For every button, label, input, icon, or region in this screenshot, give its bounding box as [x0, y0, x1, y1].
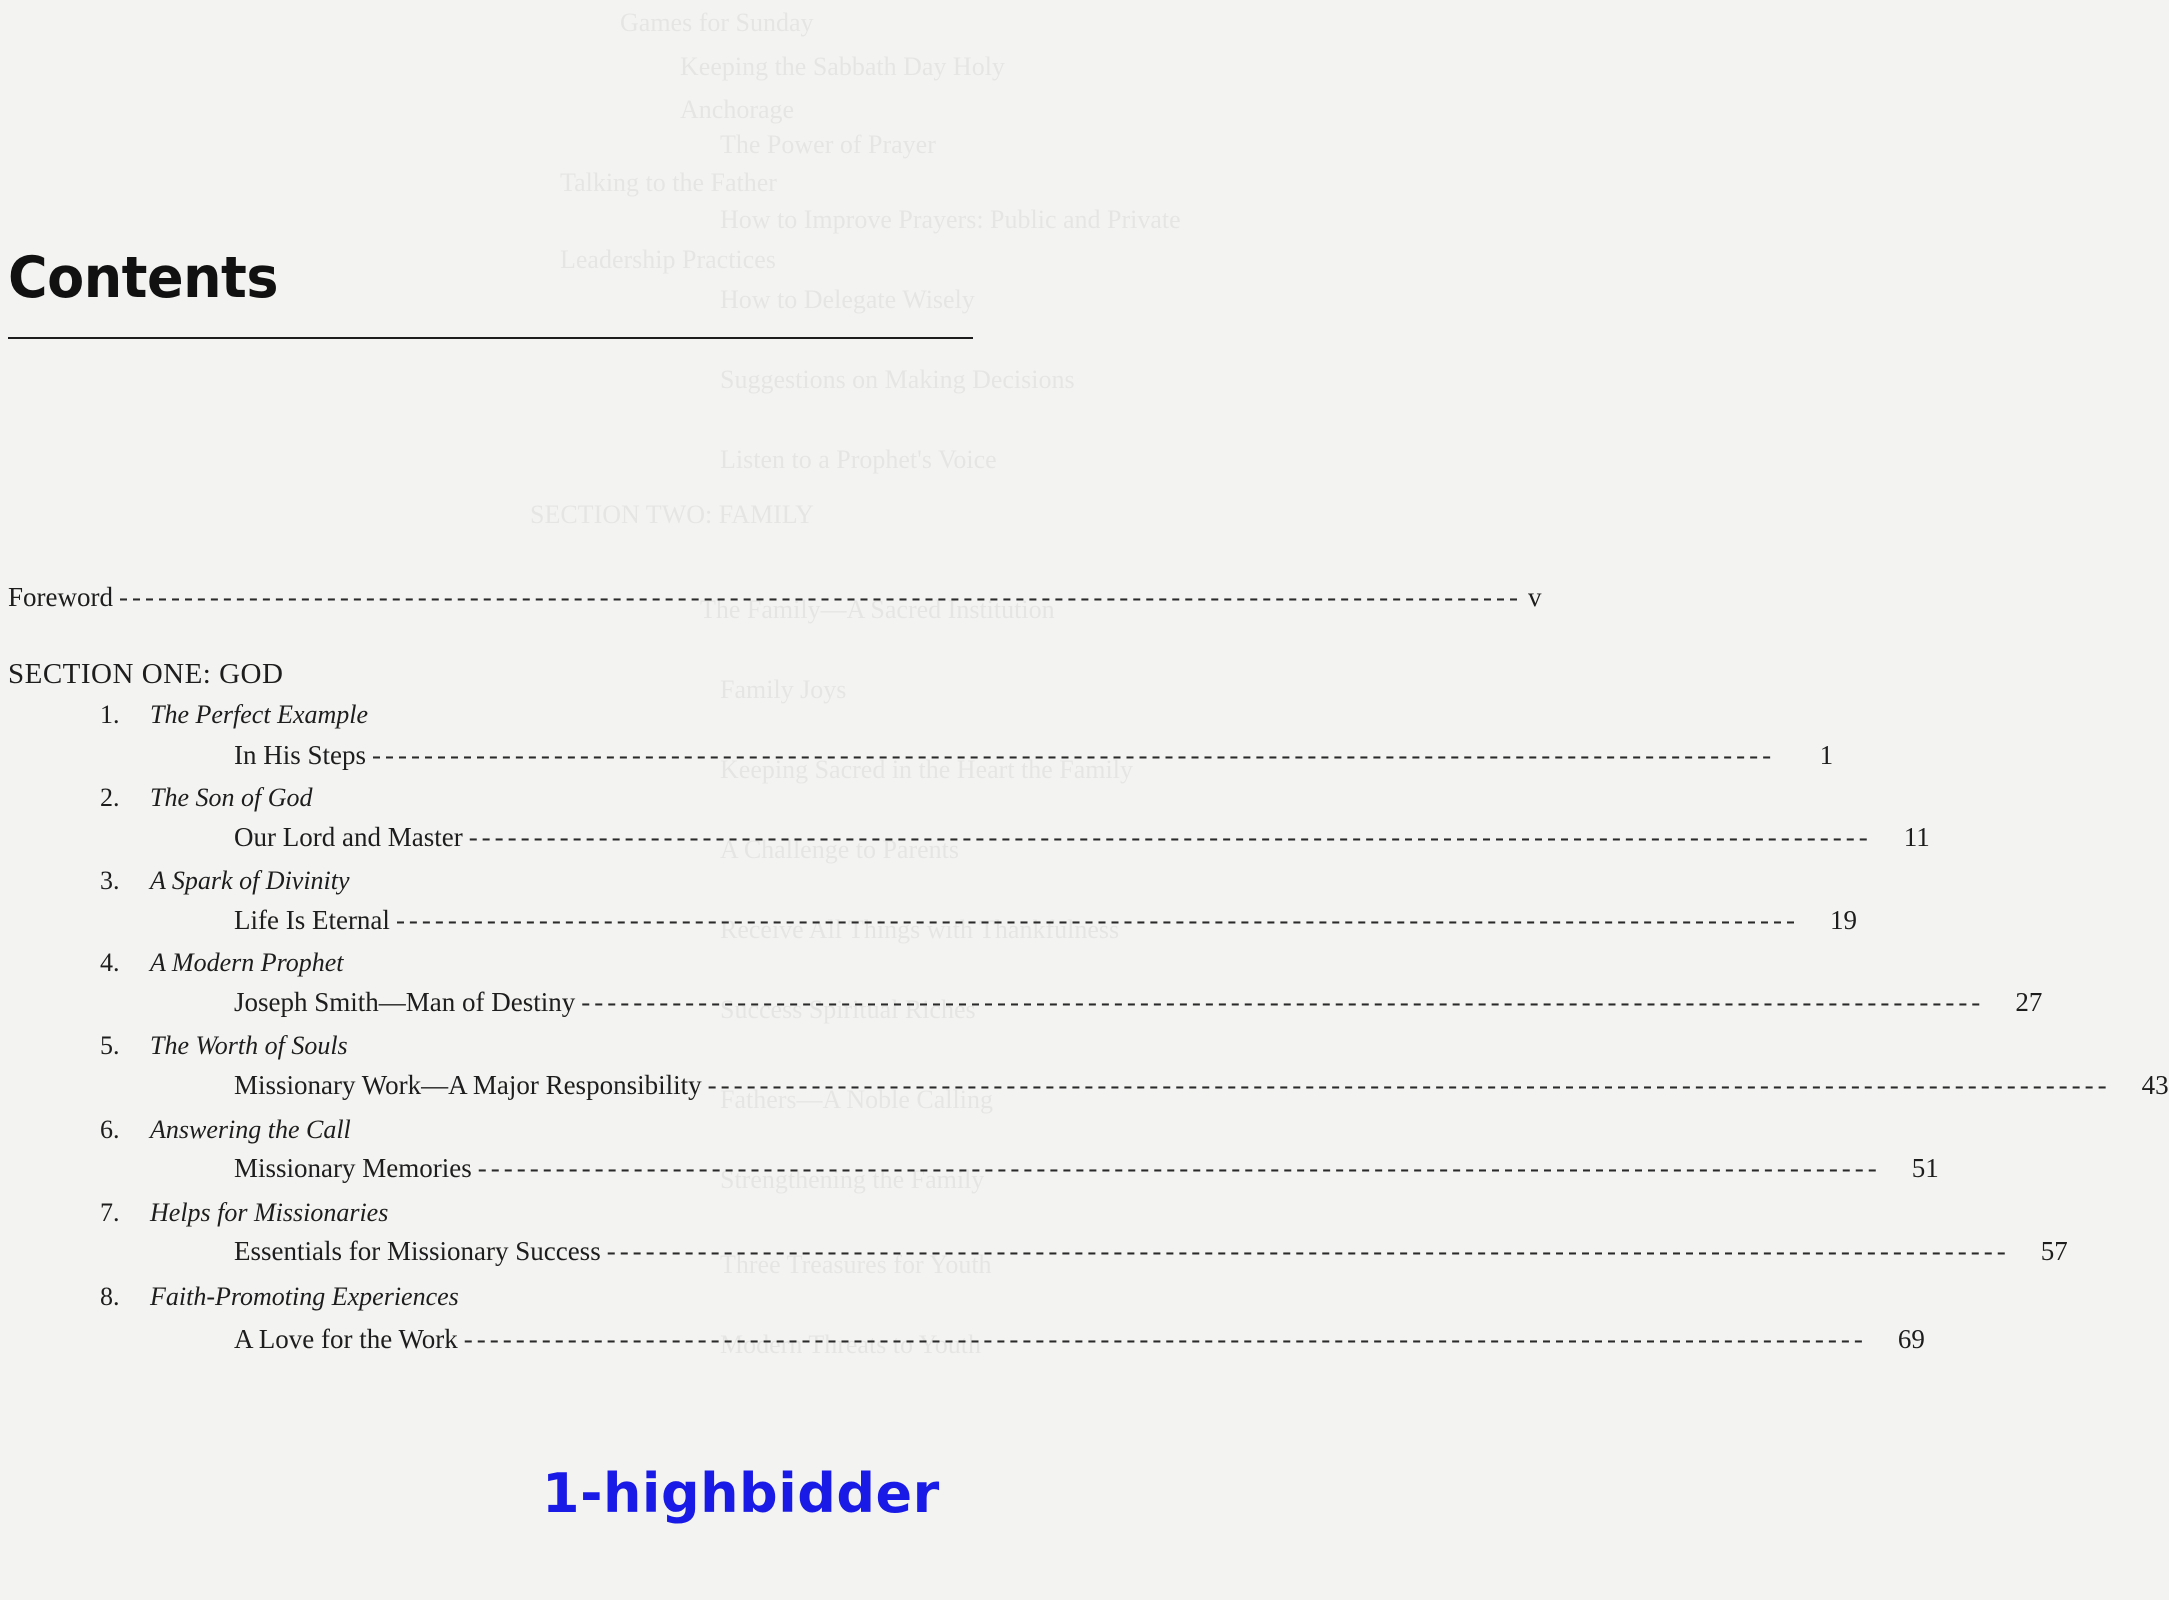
chapter-heading: [100, 866, 350, 896]
chapter-heading: [100, 948, 344, 978]
entry-title: Missionary Work—A Major Responsibility: [234, 1070, 702, 1100]
entry-title: Essentials for Missionary Success: [234, 1236, 601, 1266]
chapter-number: 4.: [100, 948, 120, 977]
toc-entry: [234, 1236, 2068, 1267]
seller-watermark: 1-highbidder: [542, 1462, 940, 1525]
entry-page: 69: [1897, 1324, 1925, 1354]
chapter-title: A Modern Prophet: [150, 948, 344, 977]
chapter-title: Helps for Missionaries: [150, 1198, 389, 1227]
chapter-number: 7.: [100, 1198, 120, 1227]
dot-leader: [396, 905, 1799, 936]
dot-leader: [581, 987, 1984, 1018]
page-title: Contents: [8, 244, 279, 311]
entry-title: A Love for the Work: [234, 1324, 458, 1354]
entry-page: 57: [2040, 1236, 2068, 1266]
chapter-number: 3.: [100, 866, 120, 895]
chapter-heading: [100, 783, 313, 813]
chapter-title: The Worth of Souls: [150, 1031, 348, 1060]
chapter-title: Faith-Promoting Experiences: [150, 1282, 459, 1311]
entry-title: In His Steps: [234, 740, 367, 770]
entry-title: Missionary Memories: [234, 1153, 472, 1183]
entry-title: Our Lord and Master: [234, 822, 463, 852]
dot-leader: [607, 1236, 2010, 1267]
entry-page: 11: [1903, 822, 1930, 852]
chapter-heading: [100, 1198, 388, 1228]
toc-entry: [234, 740, 1834, 771]
foreword-page: v: [1528, 582, 1542, 612]
chapter-title: The Perfect Example: [150, 700, 369, 729]
chapter-number: 6.: [100, 1115, 120, 1144]
entry-page: 51: [1911, 1153, 1939, 1183]
chapter-heading: [100, 1115, 351, 1145]
foreword-label: Foreword: [8, 582, 113, 612]
bleed-through: Games for Sunday Keeping the Sabbath Day Holy Anchorage The Power of Prayer Talking to the Father How to Improve Prayers: Public and Private Leadership Practices How to Delegate Wisely Suggestions on Making Decisions Listen to a Prophet's Voice SECTION TWO: FAMILY The Family—A Sacred Institution Family Joys Keeping Sacred in the Heart the Family A Challenge to Parents Receive All Things with Thankfulness Success Spiritual Riches Fathers—A Noble Calling Strengthening the Family Three Treasures for Youth Modern Threats to Youth: [530, 8, 1181, 1359]
entry-title: Joseph Smith—Man of Destiny: [234, 987, 576, 1017]
chapter-number: 2.: [100, 783, 120, 812]
chapter-heading: [100, 1282, 459, 1312]
toc-entry: [234, 905, 1857, 936]
toc-entry: [234, 1153, 1939, 1184]
toc-entry: [234, 1324, 1925, 1355]
entry-page: 19: [1830, 905, 1857, 935]
entry-page: 43: [2141, 1070, 2169, 1100]
dot-leader: [119, 582, 1522, 613]
chapter-title: The Son of God: [150, 783, 313, 812]
dot-leader: [464, 1324, 1867, 1355]
toc-entry: [234, 987, 2043, 1018]
entry-page: 27: [2015, 987, 2043, 1017]
chapter-heading: [100, 1031, 348, 1061]
dot-leader: [469, 822, 1872, 853]
chapter-title: A Spark of Divinity: [150, 866, 350, 895]
toc-foreword: [8, 582, 1542, 613]
chapter-heading: [100, 700, 368, 730]
entry-page: 1: [1819, 740, 1834, 770]
chapter-number: 1.: [100, 700, 120, 729]
toc-entry: [234, 822, 1930, 853]
dot-leader: [708, 1070, 2111, 1101]
entry-title: Life Is Eternal: [234, 905, 390, 935]
chapter-number: 8.: [100, 1282, 120, 1311]
chapter-title: Answering the Call: [150, 1115, 351, 1144]
section-heading: SECTION ONE: GOD: [8, 658, 284, 690]
dot-leader: [372, 740, 1775, 771]
title-rule: [8, 337, 973, 339]
chapter-number: 5.: [100, 1031, 120, 1060]
dot-leader: [478, 1153, 1881, 1184]
toc-entry: [234, 1070, 2169, 1101]
